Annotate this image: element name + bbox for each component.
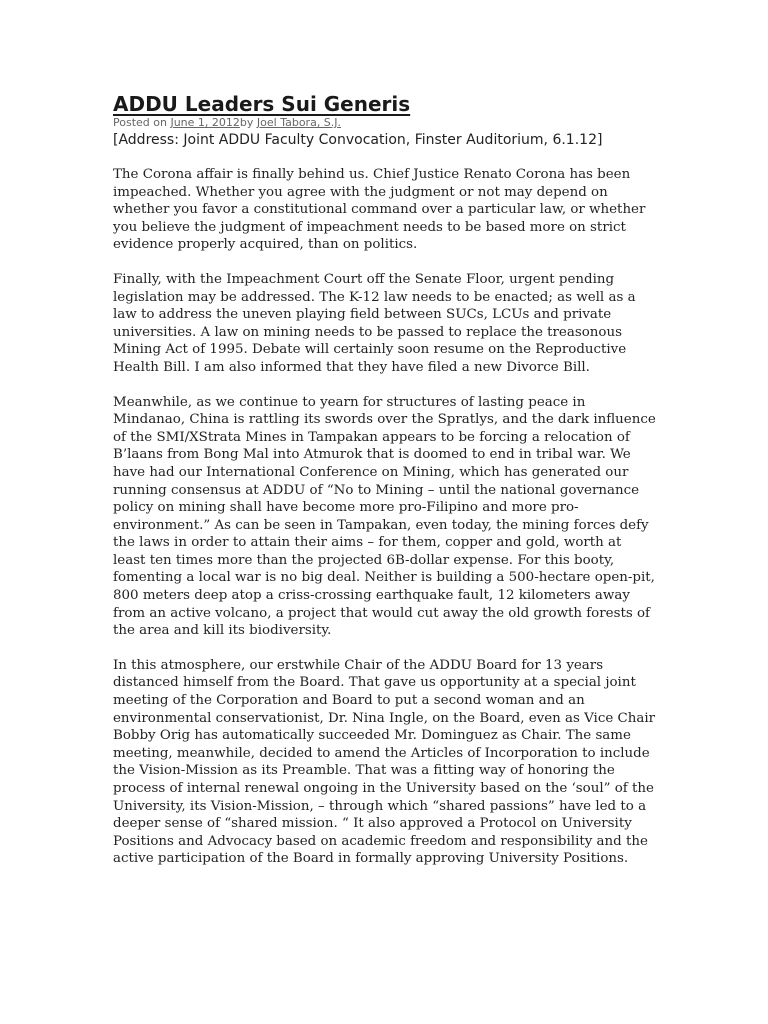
article-body bbox=[113, 166, 658, 868]
paragraph-2: Finally, with the Impeachment Court off the Senate Floor, urgent pending legislation may be addressed. The K-12 law needs to be enacted; as well as a law to address the uneven playing field between SUCs, LCUs and private universities. A law on mining needs to be passed to replace the treasonous Mining Act of 1995. Debate will certainly soon resume on the Reproductive Health Bill. I am also informed that they have filed a new Divorce Bill. bbox=[113, 271, 636, 375]
paragraph-4: In this atmosphere, our erstwhile Chair of the ADDU Board for 13 years distanced himself from the Board. That gave us opportunity at a special joint meeting of the Corporation and Board to put a second woman and an environmental conservationist, Dr. Nina Ingle, on the Board, even as Vice Chair Bobby Orig has automatically succeeded Mr. Dominguez as Chair. The same meeting, meanwhile, decided to amend the Articles of Incorporation to include the Vision-Mission as its Preamble. That was a fitting way of honoring the process of internal renewal ongoing in the University based on the ‘soul” of the University, its Vision-Mission, – through which “shared passions” have led to a deeper sense of “shared mission. “ It also approved a Protocol on University Positions and Advocacy based on academic freedom and responsibility and the active participation of the Board in formally approving University Positions. bbox=[113, 657, 656, 867]
article bbox=[113, 92, 658, 868]
post-date-link[interactable]: June 1, 2012 bbox=[170, 116, 240, 129]
author-link[interactable]: Joel Tabora, S.J. bbox=[256, 116, 342, 129]
post-meta bbox=[113, 116, 658, 130]
article-title: ADDU Leaders Sui Generis bbox=[113, 92, 411, 116]
address-line: [Address: Joint ADDU Faculty Convocation, Finster Auditorium, 6.1.12] bbox=[113, 132, 603, 148]
paragraph-1: The Corona affair is finally behind us. Chief Justice Renato Corona has been impeached. Whether you agree with the judgment or not may depend on whether you favor a constitutional command over a particular law, or whether you believe the judgment of impeachment needs to be based more on strict evidence properly acquired, than on politics. bbox=[113, 167, 646, 253]
posted-on-label: Posted on bbox=[113, 116, 171, 129]
paragraph-3: Meanwhile, as we continue to yearn for structures of lasting peace in Mindanao, China is rattling its swords over the Spratlys, and the dark influence of the SMI/XStrata Mines in Tampakan appears to be forcing a relocation of B’laans from Bong Mal into Atmurok that is doomed to end in tribal war. We have had our International Conference on Mining, which has generated our running consensus at ADDU of “No to Mining – until the national governance policy on mining shall have become more pro-Filipino and more pro-environment.” As can be seen in Tampakan, even today, the mining forces defy the laws in order to attain their aims – for them, copper and gold, worth at least ten times more than the projected 6B-dollar expense. For this booty, fomenting a local war is no big deal. Neither is building a 500-hectare open-pit, 800 meters deep atop a criss-crossing earthquake fault, 12 kilometers away from an active volcano, a project that would cut away the old growth forests of the area and kill its biodiversity. bbox=[113, 394, 656, 639]
by-label: by bbox=[239, 116, 257, 129]
